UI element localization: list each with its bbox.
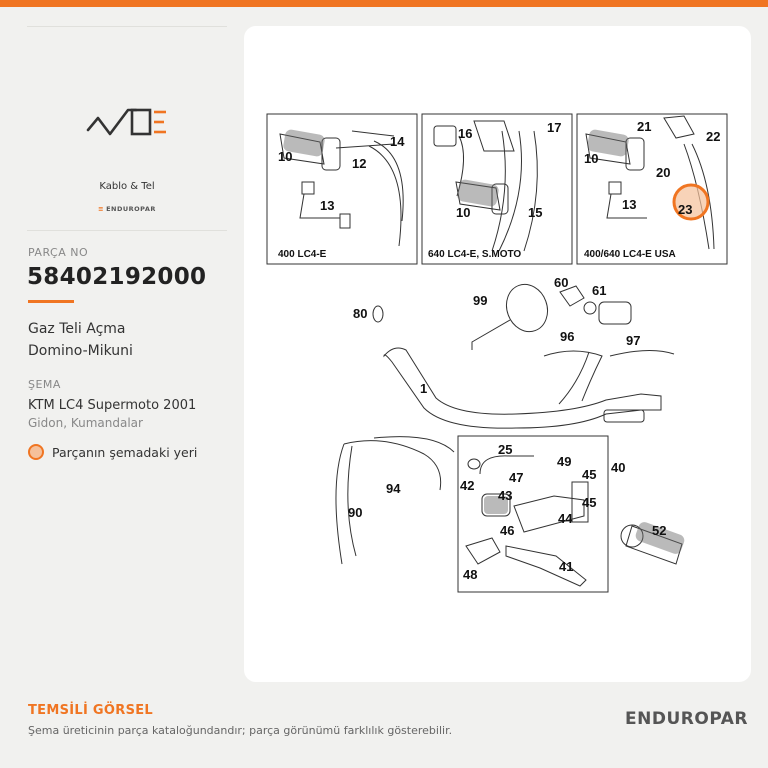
legend-text: Parçanın şemadaki yeri bbox=[52, 444, 198, 460]
callout: 10 bbox=[278, 149, 293, 164]
inset-title: 640 LC4-E, S.MOTO bbox=[428, 249, 522, 260]
callout: 15 bbox=[528, 205, 543, 220]
footer-note: Şema üreticinin parça kataloğundandır; parça görünümü farklılık gösterebilir. bbox=[28, 724, 453, 737]
callout: 99 bbox=[473, 293, 488, 308]
cable-category-icon bbox=[86, 104, 170, 144]
callout: 52 bbox=[652, 523, 667, 538]
callout: 96 bbox=[560, 329, 575, 344]
callout: 17 bbox=[547, 120, 562, 135]
callout: 13 bbox=[320, 198, 335, 213]
callout: 48 bbox=[463, 567, 478, 582]
accent-underline bbox=[28, 300, 74, 303]
schema-label: ŞEMA bbox=[28, 378, 61, 391]
callout: 21 bbox=[637, 119, 652, 134]
callout: 10 bbox=[456, 205, 471, 220]
inset-title: 400 LC4-E bbox=[278, 249, 327, 260]
callout: 90 bbox=[348, 505, 363, 520]
callout: 16 bbox=[458, 126, 473, 141]
callout: 43 bbox=[498, 488, 513, 503]
footer-title: TEMSİLİ GÖRSEL bbox=[28, 703, 153, 718]
callout: 94 bbox=[386, 481, 401, 496]
callout: 14 bbox=[390, 134, 405, 149]
callout: 46 bbox=[500, 523, 515, 538]
parts-schematic bbox=[244, 26, 751, 682]
location-legend bbox=[28, 444, 197, 460]
callout: 41 bbox=[559, 559, 574, 574]
callout: 22 bbox=[706, 129, 721, 144]
brand-logo-small bbox=[27, 205, 227, 213]
diagram-panel bbox=[244, 26, 751, 682]
callout: 45 bbox=[582, 467, 597, 482]
highlight-marker-icon bbox=[28, 444, 44, 460]
callout: 45 bbox=[582, 495, 597, 510]
callout: 80 bbox=[353, 306, 368, 321]
callout: 49 bbox=[557, 454, 572, 469]
callout: 1 bbox=[420, 381, 428, 396]
callout: 13 bbox=[622, 197, 637, 212]
inset-box bbox=[458, 436, 608, 592]
part-name bbox=[28, 318, 228, 362]
part-name-line2: Domino-Mikuni bbox=[28, 343, 133, 359]
part-no-label: PARÇA NO bbox=[28, 246, 89, 259]
callout: 47 bbox=[509, 470, 524, 485]
callout: 25 bbox=[498, 442, 513, 457]
brand-mark-icon: ≡ bbox=[98, 205, 105, 213]
callout: 42 bbox=[460, 478, 475, 493]
callout: 23 bbox=[678, 202, 693, 217]
part-number: 58402192000 bbox=[27, 264, 207, 290]
category-label: Kablo & Tel bbox=[99, 181, 155, 192]
callout: 40 bbox=[611, 460, 626, 475]
callout: 10 bbox=[584, 151, 599, 166]
footer-brand: ENDUROPAR bbox=[625, 709, 748, 729]
callout: 12 bbox=[352, 156, 367, 171]
schema-group: Gidon, Kumandalar bbox=[28, 416, 143, 430]
inset-title: 400/640 LC4-E USA bbox=[584, 249, 676, 260]
part-name-line1: Gaz Teli Açma bbox=[28, 321, 126, 337]
callout: 97 bbox=[626, 333, 641, 348]
callout: 20 bbox=[656, 165, 671, 180]
callout: 44 bbox=[558, 511, 573, 526]
brand-small-text: ENDUROPAR bbox=[106, 205, 156, 213]
divider bbox=[27, 230, 227, 231]
schema-model: KTM LC4 Supermoto 2001 bbox=[28, 398, 197, 413]
top-accent-bar bbox=[0, 0, 768, 7]
callout: 61 bbox=[592, 283, 607, 298]
callout: 60 bbox=[554, 275, 569, 290]
divider bbox=[27, 26, 227, 27]
